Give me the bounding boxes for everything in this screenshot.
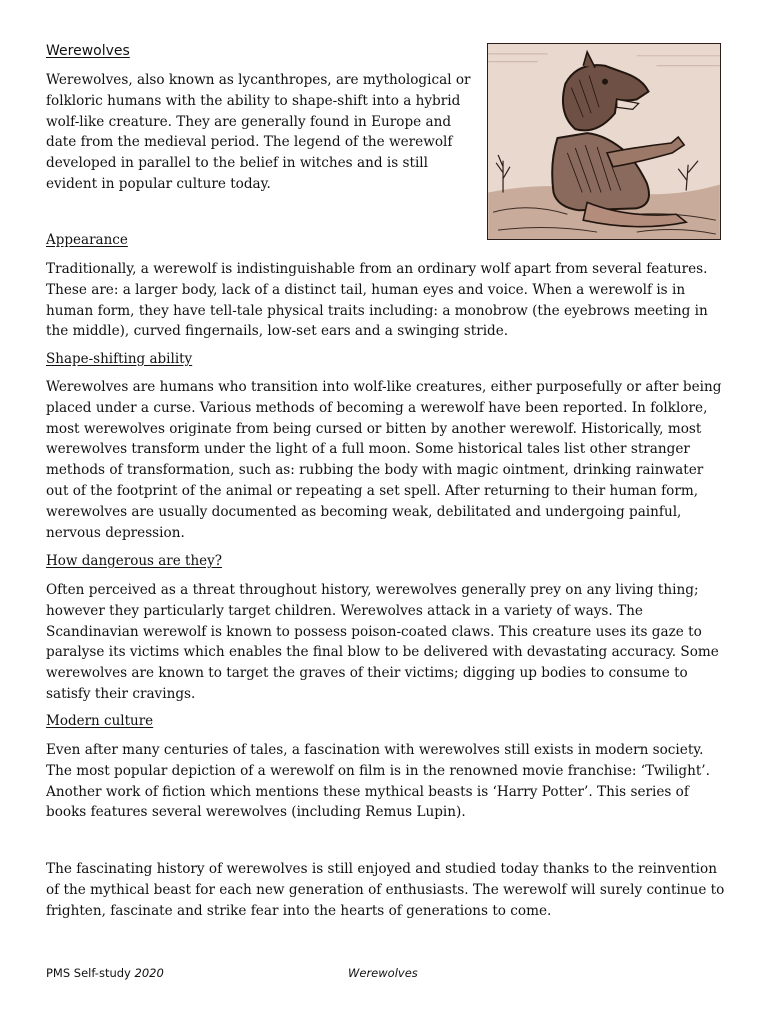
section-body-appearance: Traditionally, a werewolf is indistinguishable from an ordinary wolf apart from several features. These are: a larger body, lack of a distinct tail, human eyes and voice. When a werewolf is in human form, they have tell-tale physical traits including: a monobrow (the eyebrows meeting in the middle), curved fingernails, low-set ears and a swinging stride. [46, 261, 708, 340]
section-heading-shape-shifting: Shape-shifting ability [46, 351, 193, 367]
woodcut-werewolf-illustration [487, 43, 721, 240]
document-title: Werewolves [46, 43, 130, 59]
footer-left [46, 966, 164, 980]
section-heading-appearance: Appearance [46, 232, 128, 248]
footer-label: PMS Self-study [46, 966, 131, 980]
footer-title: Werewolves [348, 966, 418, 980]
intro-paragraph: Werewolves, also known as lycanthropes, are mythological or folkloric humans with the ability to shape-shift into a hybrid wolf-like creature. They are generally found in Europe and date from the medieval period. The legend of the werewolf developed in parallel to the belief in witches and is still evident in popular culture today. [46, 72, 471, 192]
section-heading-danger: How dangerous are they? [46, 553, 223, 569]
section-body-modern-culture: Even after many centuries of tales, a fascination with werewolves still exists in modern society. The most popular depiction of a werewolf on film is in the renowned movie franchise: ‘Twilight’. Another work of fiction which mentions these mythical beasts is ‘Harry Potter’. This series of books features several werewolves (including Remus Lupin). [46, 742, 710, 821]
section-heading-modern-culture: Modern culture [46, 713, 154, 729]
section-body-shape-shifting: Werewolves are humans who transition into wolf-like creatures, either purposefully or after being placed under a curse. Various methods of becoming a werewolf have been reported. In folklore, most werewolves originate from being cursed or bitten by another werewolf. Historically, most werewolves transform under the light of a full moon. Some historical tales list other stranger methods of transformation, such as: rubbing the body with magic ointment, drinking rainwater out of the footprint of the animal or repeating a set spell. After returning to their human form, werewolves are usually documented as becoming weak, debilitated and undergoing painful, nervous depression. [46, 379, 722, 541]
section-body-danger: Often perceived as a threat throughout history, werewolves generally prey on any living thing; however they particularly target children. Werewolves attack in a variety of ways. The Scandinavian werewolf is known to possess poison-coated claws. This creature uses its gaze to paralyse its victims which enables the final blow to be delivered with devastating accuracy. Some werewolves are known to target the graves of their victims; digging up bodies to consume to satisfy their cravings. [46, 582, 719, 702]
conclusion-paragraph: The fascinating history of werewolves is still enjoyed and studied today thanks to the reinvention of the mythical beast for each new generation of enthusiasts. The werewolf will surely continue to frighten, fascinate and strike fear into the hearts of generations to come. [46, 861, 725, 919]
footer-year: 2020 [134, 966, 164, 980]
